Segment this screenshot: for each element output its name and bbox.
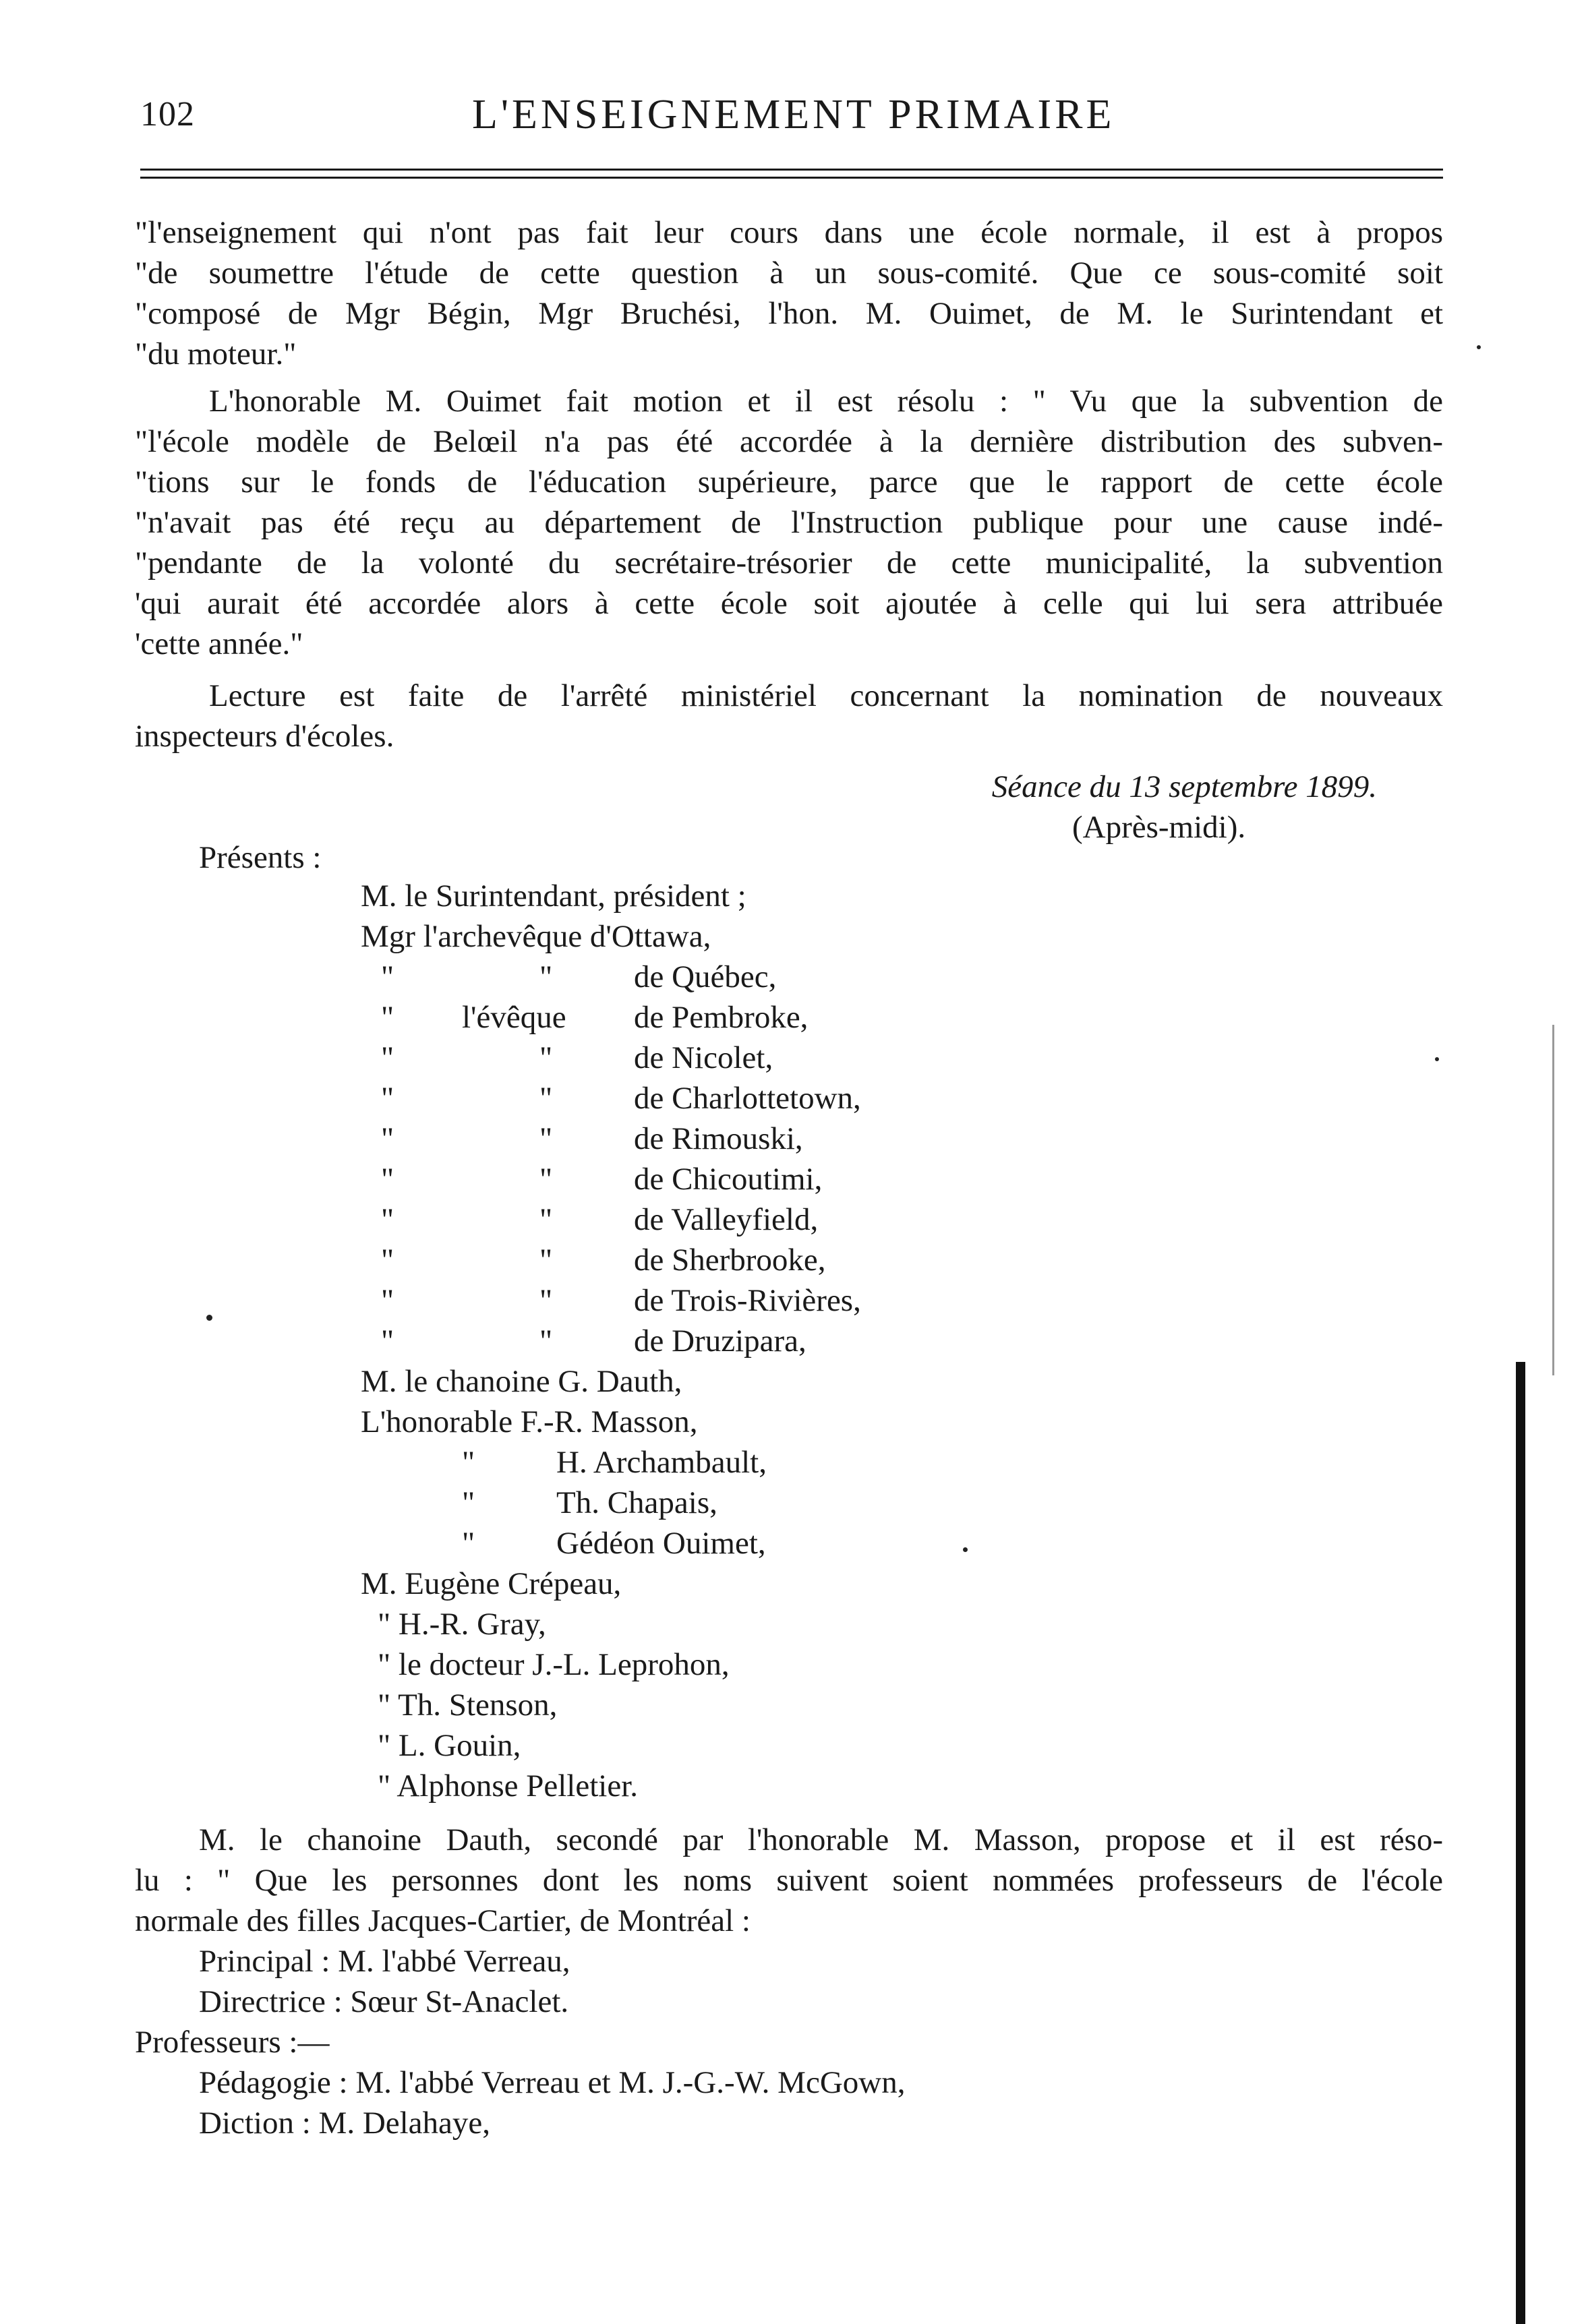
- ditto-mark: ": [381, 1243, 394, 1278]
- text-line: "pendante de la volonté du secrétaire-trésorier de cette municipalité, la subvention: [135, 545, 1443, 580]
- page-number: 102: [140, 95, 195, 133]
- text-line: "l'enseignement qui n'ont pas fait leur cours dans une école normale, il est à propos: [135, 215, 1443, 250]
- attendee-see: de Sherbrooke,: [634, 1243, 826, 1278]
- attendee-name: Mgr l'archevêque d'Ottawa,: [361, 919, 711, 954]
- scan-speck: [963, 1547, 968, 1552]
- ditto-mark: ": [539, 1243, 553, 1278]
- text-line: "n'avait pas été reçu au département de l'Instruction publique pour une cause indé-: [135, 505, 1443, 540]
- text-line: L'honorable M. Ouimet fait motion et il est résolu : " Vu que la subvention de: [209, 384, 1443, 419]
- attendee-name: M. le Surintendant, président ;: [361, 878, 746, 914]
- text-line: Lecture est faite de l'arrêté ministériel concernant la nomination de nouveaux: [209, 678, 1443, 713]
- text-line: "du moteur.": [135, 336, 297, 371]
- text-line: "composé de Mgr Bégin, Mgr Bruchési, l'hon. M. Ouimet, de M. le Surintendant et: [135, 296, 1443, 331]
- ditto-mark: ": [381, 1323, 394, 1359]
- ditto-mark: ": [539, 1081, 553, 1116]
- ditto-mark: ": [381, 959, 394, 994]
- attendee-name: Gédéon Ouimet,: [556, 1526, 766, 1561]
- text-line: inspecteurs d'écoles.: [135, 719, 394, 754]
- ditto-mark: ": [539, 1283, 553, 1318]
- attendee-name: M. Eugène Crépeau,: [361, 1566, 622, 1601]
- ditto-mark: ": [381, 1283, 394, 1318]
- text-line: "l'école modèle de Belœil n'a pas été accordée à la dernière distribution des subven-: [135, 424, 1443, 459]
- text-line: "tions sur le fonds de l'éducation supérieure, parce que le rapport de cette école: [135, 465, 1443, 500]
- running-title: L'ENSEIGNEMENT PRIMAIRE: [472, 92, 1115, 138]
- attendee-see: de Québec,: [634, 959, 777, 994]
- ditto-mark: ": [539, 959, 553, 994]
- attendee-see: de Charlottetown,: [634, 1081, 861, 1116]
- text-line: "de soumettre l'étude de cette question à un sous-comité. Que ce sous-comité soit: [135, 256, 1443, 291]
- text-line: 'cette année.": [135, 626, 303, 661]
- text-line: Directrice : Sœur St-Anaclet.: [199, 1984, 569, 2019]
- attendee-see: de Nicolet,: [634, 1040, 773, 1075]
- attendee-see: de Druzipara,: [634, 1323, 806, 1359]
- attendee-see: de Trois-Rivières,: [634, 1283, 861, 1318]
- attendee-title: l'évêque: [462, 1000, 566, 1035]
- attendee-name: " H.-R. Gray,: [378, 1607, 546, 1642]
- attendee-see: de Valleyfield,: [634, 1202, 819, 1237]
- text-line: 'qui aurait été accordée alors à cette école soit ajoutée à celle qui lui sera attribuée: [135, 586, 1443, 621]
- attendee-name: M. le chanoine G. Dauth,: [361, 1364, 682, 1399]
- ditto-mark: ": [381, 1121, 394, 1156]
- ditto-mark: ": [539, 1040, 553, 1075]
- attendee-name: " Th. Stenson,: [378, 1688, 558, 1723]
- attendee-see: de Pembroke,: [634, 1000, 809, 1035]
- attendee-see: de Chicoutimi,: [634, 1162, 823, 1197]
- text-line: Professeurs :—: [135, 2025, 330, 2060]
- ditto-mark: ": [539, 1162, 553, 1197]
- ditto-mark: ": [381, 1081, 394, 1116]
- scan-speck: [206, 1315, 212, 1321]
- attendee-name: Th. Chapais,: [556, 1485, 717, 1520]
- header-rule-top: [140, 169, 1443, 171]
- ditto-mark: ": [539, 1202, 553, 1237]
- text-line: Principal : M. l'abbé Verreau,: [199, 1944, 570, 1979]
- scan-edge-shadow: [1552, 1025, 1554, 1375]
- attendee-name: " Alphonse Pelletier.: [378, 1768, 639, 1804]
- session-date: Séance du 13 septembre 1899.: [991, 769, 1377, 804]
- ditto-mark: ": [539, 1323, 553, 1359]
- ditto-mark: ": [381, 1162, 394, 1197]
- scan-speck: [1435, 1057, 1439, 1061]
- presents-label: Présents :: [199, 840, 322, 875]
- scan-speck: [1477, 345, 1481, 349]
- attendee-name: H. Archambault,: [556, 1445, 767, 1480]
- ditto-mark: ": [381, 1040, 394, 1075]
- attendee-name: " L. Gouin,: [378, 1728, 521, 1763]
- ditto-mark: ": [539, 1121, 553, 1156]
- text-line: Pédagogie : M. l'abbé Verreau et M. J.-G.-W. McGown,: [199, 2065, 906, 2100]
- text-line: Diction : M. Delahaye,: [199, 2106, 491, 2141]
- text-line: M. le chanoine Dauth, secondé par l'honorable M. Masson, propose et il est réso-: [199, 1822, 1443, 1857]
- ditto-mark: ": [462, 1526, 475, 1561]
- attendee-name: " le docteur J.-L. Leprohon,: [378, 1647, 730, 1682]
- text-line: normale des filles Jacques-Cartier, de Montréal :: [135, 1903, 751, 1938]
- ditto-mark: ": [381, 1000, 394, 1035]
- attendee-see: de Rimouski,: [634, 1121, 803, 1156]
- text-line: lu : " Que les personnes dont les noms suivent soient nommées professeurs de l'école: [135, 1863, 1443, 1898]
- scan-edge-bar: [1516, 1362, 1525, 2324]
- header-rule-bottom: [140, 177, 1443, 179]
- ditto-mark: ": [462, 1485, 475, 1520]
- session-time: (Après-midi).: [1072, 810, 1246, 845]
- attendee-name: L'honorable F.-R. Masson,: [361, 1404, 698, 1439]
- ditto-mark: ": [462, 1445, 475, 1480]
- ditto-mark: ": [381, 1202, 394, 1237]
